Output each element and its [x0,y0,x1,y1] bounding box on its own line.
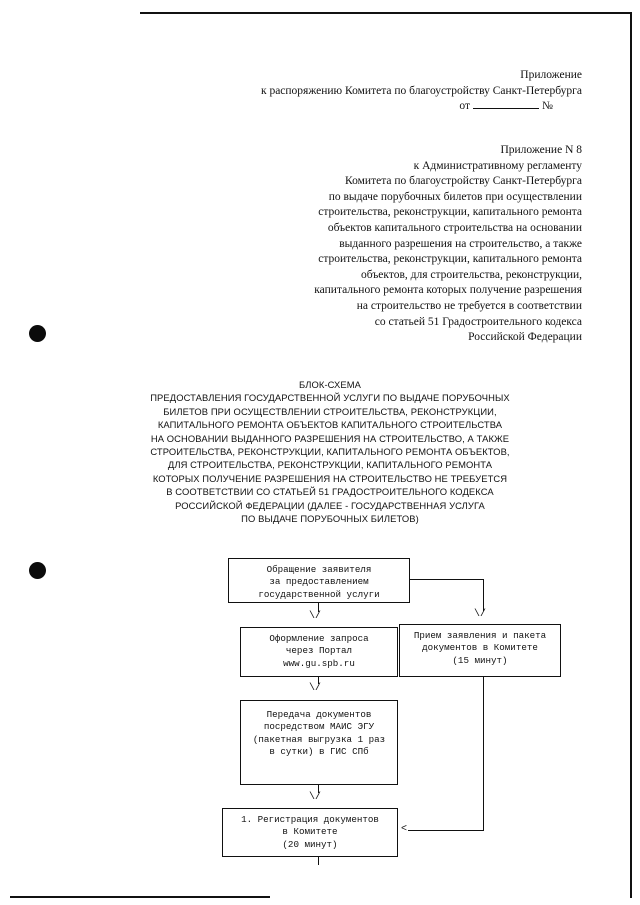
appendix-8-line: к Административному регламенту [413,159,582,172]
box-application-line: за предоставлением [269,576,369,588]
appendix-8-line: строительства, реконструкции, капитального ремонта [318,206,582,219]
scheme-title-line: ПРЕДОСТАВЛЕНИЯ ГОСУДАРСТВЕННОЙ УСЛУГИ ПО ВЫДАЧЕ ПОРУБОЧНЫХ [150,392,510,404]
appendix-header [261,68,582,115]
scheme-title [130,378,530,525]
arrow-down-portal: \/ [309,611,322,622]
scheme-title-line: РОССИЙСКОЙ ФЕДЕРАЦИИ (ДАЛЕЕ - ГОСУДАРСТВЕННАЯ УСЛУГА [175,499,485,511]
appendix-date-line [261,99,582,115]
box-intake-line: документов в Комитете [422,642,538,654]
appendix-8-line: строительства, реконструкции, капитального ремонта [318,253,582,266]
appendix-8-block [314,143,582,346]
box-transfer-line: (пакетная выгрузка 1 раз [252,733,386,745]
box-intake-line: (15 минут) [452,654,508,666]
box-portal-line: через Портал [285,645,353,657]
date-prefix: от [459,100,470,113]
box-committee-intake [399,624,561,677]
box-transfer [240,700,398,785]
arrow-left-registration: < [401,824,408,835]
box-registration [222,808,398,857]
connector-registration-down [318,857,319,865]
appendix-8-line: выданного разрешения на строительство, а также [339,237,582,250]
appendix-8-line: капитального ремонта которых получение разрешения [314,284,582,297]
arrow-down-right-branch: \/ [474,609,487,620]
punch-hole-lower [29,562,46,579]
punch-hole-upper [29,325,46,342]
scheme-title-line: СТРОИТЕЛЬСТВА, РЕКОНСТРУКЦИИ, КАПИТАЛЬНОГО РЕМОНТА ОБЪЕКТОВ, [150,446,510,458]
appendix-8-line: Приложение N 8 [500,144,582,156]
bottom-border-line [10,896,270,898]
box-transfer-line: посредством МАИС ЭГУ [263,721,375,733]
scheme-title-line: КАПИТАЛЬНОГО РЕМОНТА ОБЪЕКТОВ КАПИТАЛЬНОГО СТРОИТЕЛЬСТВА [157,419,503,431]
appendix-8-line: на строительство не требуется в соответствии [356,299,582,312]
box-intake-line: Прием заявления и пакета [413,630,547,641]
box-portal-line: Оформление запроса [269,633,369,644]
box-transfer-line: в сутки) в ГИС СПб [269,746,369,758]
connector-right-horizontal [410,579,484,580]
box-application-line: государственной услуги [258,588,380,600]
box-application [228,558,410,603]
scheme-title-line: ДЛЯ СТРОИТЕЛЬСТВА, РЕКОНСТРУКЦИИ, КАПИТАЛЬНОГО РЕМОНТА [167,459,493,471]
appendix-title: Приложение [520,69,582,81]
connector-intake-left [408,830,484,831]
scheme-title-line: ПО ВЫДАЧЕ ПОРУБОЧНЫХ БИЛЕТОВ) [241,513,419,525]
arrow-down-registration: \/ [309,792,322,803]
appendix-8-line: со статьей 51 Градостроительного кодекса [374,315,582,328]
top-border-line [140,12,632,14]
scheme-title-line: В СООТВЕТСТВИИ СО СТАТЬЕЙ 51 ГРАДОСТРОИТЕЛЬНОГО КОДЕКСА [166,486,494,498]
box-registration-line: (20 минут) [282,838,338,850]
scheme-title-line: БИЛЕТОВ ПРИ ОСУЩЕСТВЛЕНИИ СТРОИТЕЛЬСТВА, РЕКОНСТРУКЦИИ, [163,405,497,417]
scheme-title-line: НА ОСНОВАНИИ ВЫДАННОГО РАЗРЕШЕНИЯ НА СТРОИТЕЛЬСТВО, А ТАКЖЕ [150,432,510,444]
number-sign: № [542,100,553,113]
box-portal-line: www.gu.spb.ru [283,657,355,669]
appendix-8-line: Комитета по благоустройству Санкт-Петербурга [345,175,582,188]
appendix-8-line: объектов, для строительства, реконструкции, [361,268,582,281]
box-transfer-line: Передача документов [266,709,372,720]
box-registration-line: в Комитете [282,826,338,838]
appendix-8-line: по выдаче порубочных билетов при осуществлении [328,190,582,203]
box-registration-line: 1. Регистрация документов [241,814,379,825]
connector-right-vertical [483,579,484,611]
box-application-line: Обращение заявителя [266,564,372,575]
appendix-8-line: объектов капитального строительства на основании [327,221,582,234]
scheme-title-line: КОТОРЫХ ПОЛУЧЕНИЕ РАЗРЕШЕНИЯ НА СТРОИТЕЛЬСТВО НЕ ТРЕБУЕТСЯ [152,472,508,484]
box-portal [240,627,398,677]
scheme-title-line: БЛОК-СХЕМА [299,379,361,390]
connector-intake-down [483,677,484,831]
date-blank [473,99,539,109]
arrow-down-transfer: \/ [309,683,322,694]
right-border-line [630,12,632,898]
appendix-decree-line: к распоряжению Комитета по благоустройству Санкт-Петербурга [260,84,582,97]
appendix-8-line: Российской Федерации [468,331,582,344]
